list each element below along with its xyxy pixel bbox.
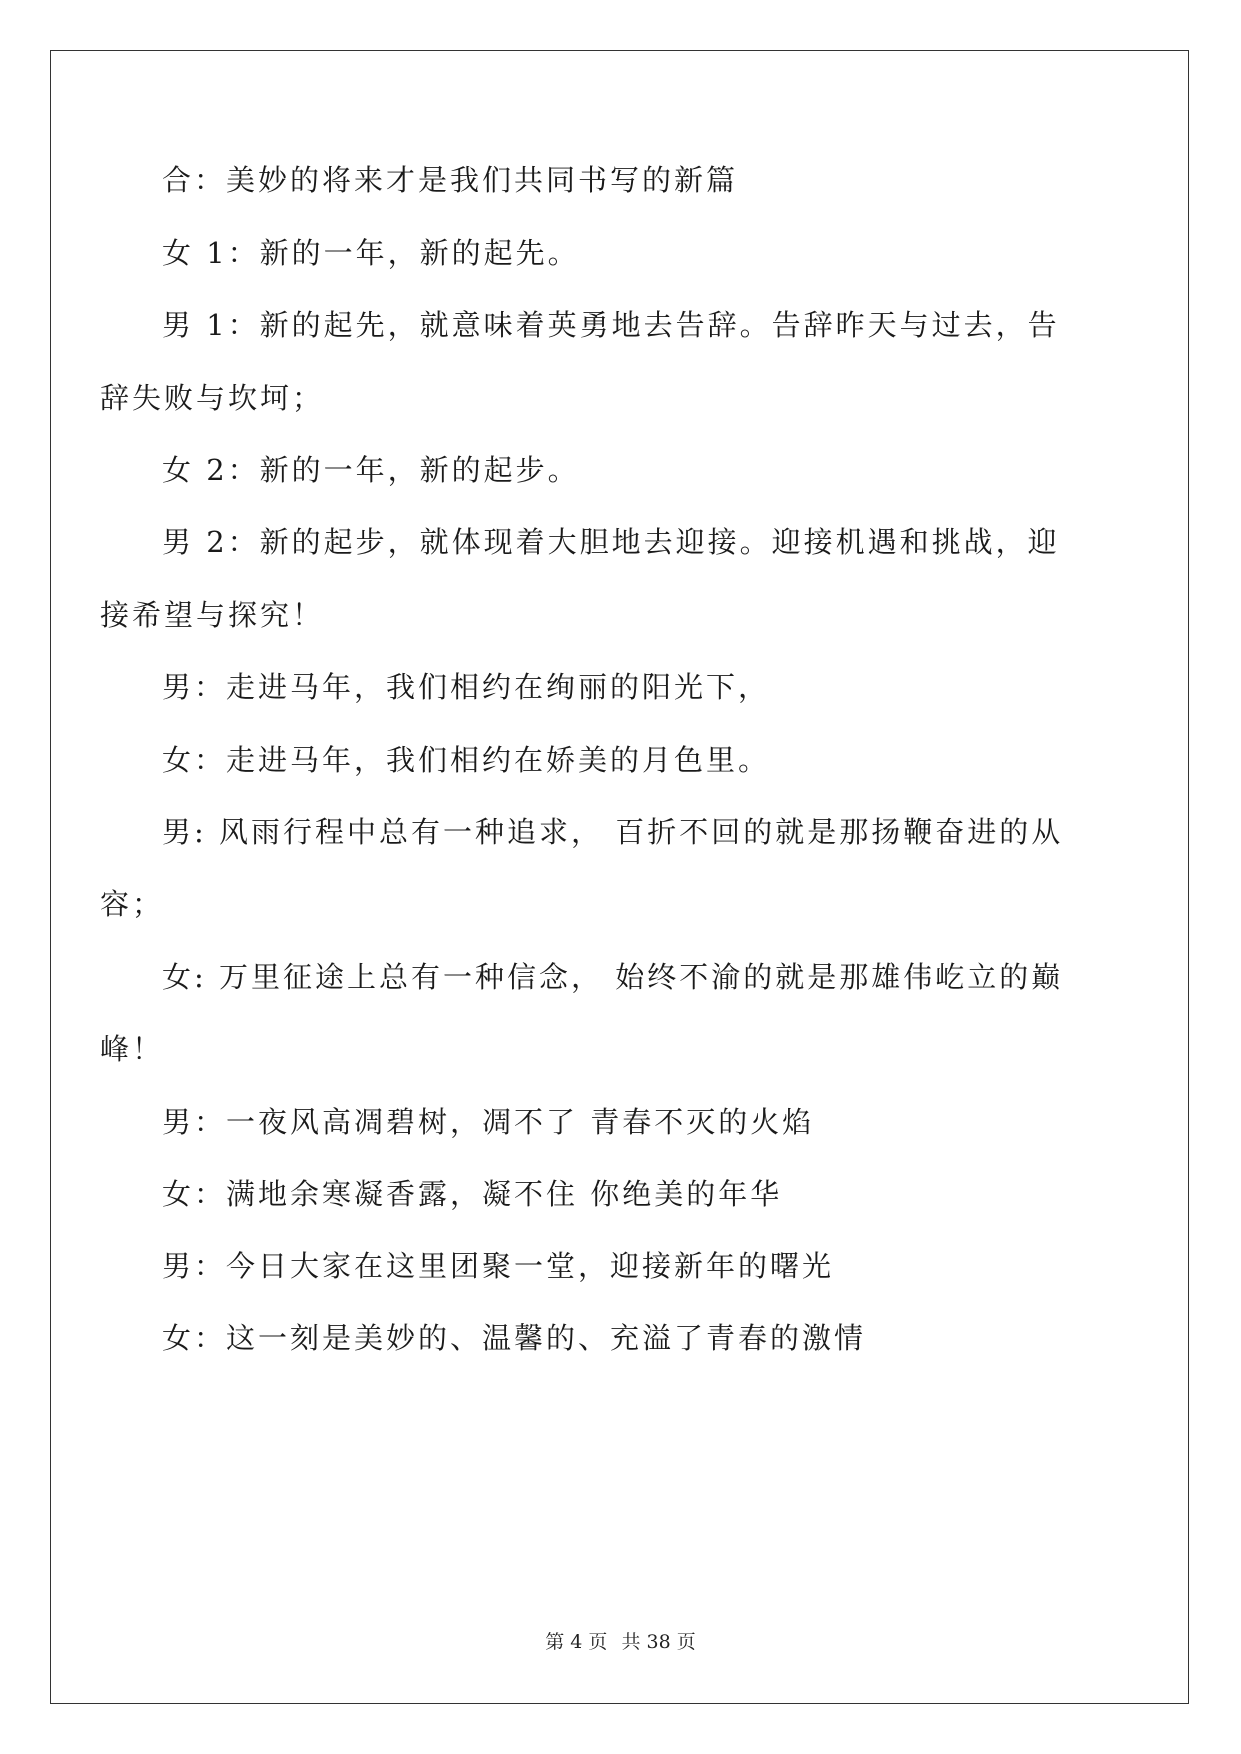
paragraph-9-continuation: 峰！ bbox=[100, 1032, 165, 1066]
paragraph-12: 男：今日大家在这里团聚一堂，迎接新年的曙光 bbox=[162, 1249, 835, 1283]
paragraph-11: 女：满地余寒凝香露，凝不住 你绝美的年华 bbox=[162, 1177, 783, 1211]
page-number: 第 4 页 bbox=[545, 1631, 608, 1653]
page-footer bbox=[0, 1627, 1241, 1654]
page-border bbox=[50, 50, 1189, 1704]
paragraph-10: 男：一夜风高凋碧树，凋不了 青春不灭的火焰 bbox=[162, 1105, 815, 1139]
paragraph-2: 女 1：新的一年，新的起先。 bbox=[162, 236, 580, 270]
paragraph-1: 合：美妙的将来才是我们共同书写的新篇 bbox=[162, 163, 739, 197]
page-total: 共 38 页 bbox=[621, 1631, 696, 1653]
paragraph-8-continuation: 容； bbox=[100, 887, 165, 921]
paragraph-4: 女 2：新的一年，新的起步。 bbox=[162, 453, 580, 487]
paragraph-7: 女：走进马年，我们相约在娇美的月色里。 bbox=[162, 743, 771, 777]
paragraph-6: 男：走进马年，我们相约在绚丽的阳光下， bbox=[162, 670, 771, 704]
paragraph-9: 女: 万里征途上总有一种信念， 始终不渝的就是那雄伟屹立的巅 bbox=[162, 960, 1064, 994]
paragraph-8: 男: 风雨行程中总有一种追求， 百折不回的就是那扬鞭奋进的从 bbox=[162, 815, 1064, 849]
paragraph-3-continuation: 辞失败与坎坷； bbox=[100, 381, 325, 415]
paragraph-5: 男 2：新的起步，就体现着大胆地去迎接。迎接机遇和挑战，迎 bbox=[162, 525, 1060, 559]
paragraph-3: 男 1：新的起先，就意味着英勇地去告辞。告辞昨天与过去，告 bbox=[162, 308, 1060, 342]
paragraph-13: 女：这一刻是美妙的、温馨的、充溢了青春的激情 bbox=[162, 1321, 867, 1355]
paragraph-5-continuation: 接希望与探究！ bbox=[100, 598, 325, 632]
